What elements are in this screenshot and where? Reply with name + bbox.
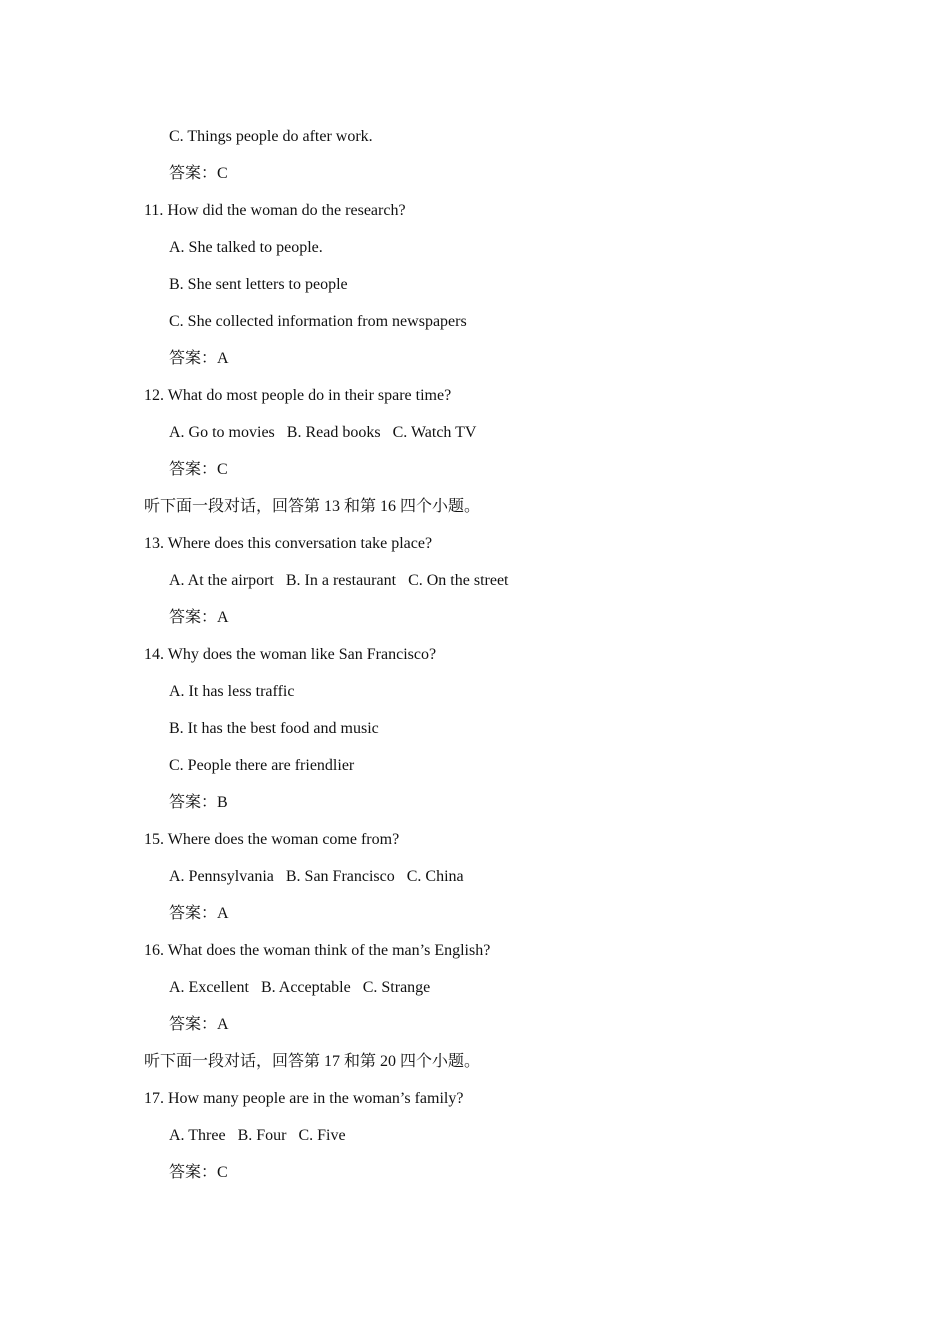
- option-b: B. Acceptable: [260, 979, 351, 996]
- option-line: C. She collected information from newspapers: [169, 313, 467, 330]
- section-instruction: 听下面一段对话，回答第 13 和第 16 四个小题。: [144, 498, 481, 515]
- options-row: [0, 1117, 950, 1154]
- options-row: [0, 414, 950, 451]
- option-line: C. Things people do after work.: [169, 128, 373, 145]
- question-line: 12. What do most people do in their spare time?: [144, 387, 452, 404]
- option-a: A. Pennsylvania: [169, 868, 274, 885]
- answer-line: 答案：C: [169, 461, 228, 478]
- option-c: C. Five: [298, 1127, 346, 1144]
- option-line: C. People there are friendlier: [169, 757, 355, 774]
- answer-line: 答案：B: [169, 794, 228, 811]
- option-a: A. Three: [169, 1127, 226, 1144]
- question-line: 13. Where does this conversation take place?: [144, 535, 433, 552]
- option-c: C. Strange: [362, 979, 431, 996]
- option-line: A. She talked to people.: [169, 239, 323, 256]
- question-line: 11. How did the woman do the research?: [144, 202, 406, 219]
- option-c: C. Watch TV: [392, 424, 477, 441]
- answer-line: 答案：A: [169, 350, 229, 367]
- options-row: [0, 969, 950, 1006]
- option-b: B. San Francisco: [285, 868, 395, 885]
- option-c: C. On the street: [408, 572, 509, 589]
- answer-line: 答案：C: [169, 1164, 228, 1181]
- document-page: [0, 118, 950, 1191]
- answer-line: 答案：A: [169, 609, 229, 626]
- question-line: 15. Where does the woman come from?: [144, 831, 400, 848]
- question-line: 16. What does the woman think of the man’s English?: [144, 942, 491, 959]
- answer-line: 答案：A: [169, 1016, 229, 1033]
- option-a: A. Go to movies: [169, 424, 275, 441]
- section-instruction: 听下面一段对话，回答第 17 和第 20 四个小题。: [144, 1053, 481, 1070]
- option-b: B. In a restaurant: [285, 572, 397, 589]
- options-row: [0, 858, 950, 895]
- option-b: B. Read books: [286, 424, 381, 441]
- question-line: 14. Why does the woman like San Francisco?: [144, 646, 437, 663]
- option-line: B. She sent letters to people: [169, 276, 348, 293]
- option-line: A. It has less traffic: [169, 683, 295, 700]
- answer-line: 答案：C: [169, 165, 228, 182]
- options-row: [0, 562, 950, 599]
- option-line: B. It has the best food and music: [169, 720, 379, 737]
- option-c: C. China: [406, 868, 464, 885]
- answer-line: 答案：A: [169, 905, 229, 922]
- option-b: B. Four: [237, 1127, 287, 1144]
- option-a: A. Excellent: [169, 979, 249, 996]
- question-line: 17. How many people are in the woman’s family?: [144, 1090, 464, 1107]
- option-a: A. At the airport: [169, 572, 274, 589]
